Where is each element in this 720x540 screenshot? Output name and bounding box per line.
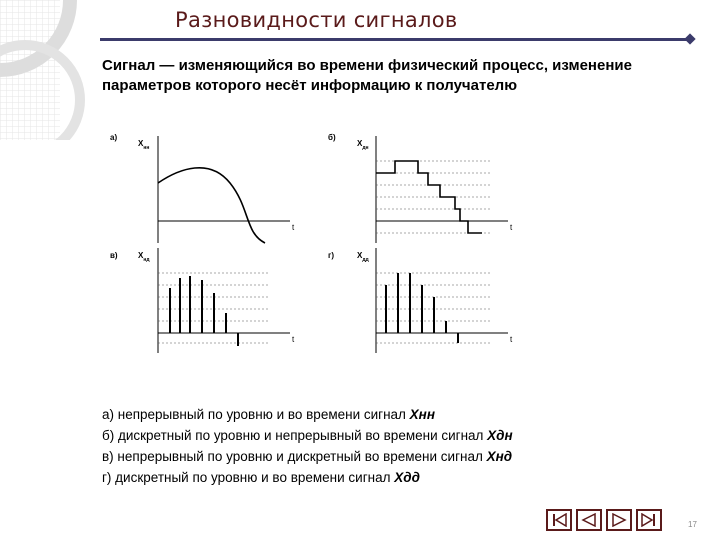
plot-d-letter: г) bbox=[328, 251, 334, 260]
caption-a: а) непрерывный по уровню и во времени сигнал Хнн bbox=[102, 407, 435, 422]
plot-b-letter: б) bbox=[328, 133, 336, 142]
plot-b-t: t bbox=[510, 223, 513, 232]
signal-captions bbox=[102, 404, 682, 488]
caption-c: в) непрерывный по уровню и дискретный во времени сигнал Хнд bbox=[102, 449, 513, 464]
plot-a-axis-label: $X_{нн}$ bbox=[138, 139, 150, 151]
caption-b: б) дискретный по уровню и непрерывный во времени сигнал Хдн bbox=[102, 428, 513, 443]
plot-c-t: t bbox=[292, 335, 295, 344]
prev-icon bbox=[580, 513, 598, 527]
signal-definition: Сигнал — изменяющийся во времени физический процесс, изменение параметров которого несёт информацию к получателю bbox=[102, 57, 632, 94]
plot-c-letter: в) bbox=[110, 251, 118, 260]
first-icon bbox=[550, 513, 568, 527]
plot-d-t: t bbox=[510, 335, 513, 344]
plot-d-axis-label: $X_{дд}$ bbox=[357, 251, 369, 263]
plot-c-axis-label: $X_{нд}$ bbox=[138, 251, 150, 263]
last-slide-button[interactable] bbox=[636, 509, 662, 531]
signal-plots bbox=[110, 128, 530, 358]
plot-c-samples bbox=[170, 276, 238, 346]
next-slide-button[interactable] bbox=[606, 509, 632, 531]
prev-slide-button[interactable] bbox=[576, 509, 602, 531]
last-icon bbox=[640, 513, 658, 527]
plot-a-letter: а) bbox=[110, 133, 118, 142]
first-slide-button[interactable] bbox=[546, 509, 572, 531]
plot-a-t: t bbox=[292, 223, 295, 232]
slide-navigation bbox=[546, 509, 662, 531]
next-icon bbox=[610, 513, 628, 527]
title-underline bbox=[100, 38, 690, 41]
slide-title: Разновидности сигналов bbox=[175, 8, 458, 32]
caption-d: г) дискретный по уровню и во времени сигнал Хдд bbox=[102, 470, 420, 485]
page-number: 17 bbox=[688, 520, 697, 529]
plot-b-axis-label: $X_{дн}$ bbox=[357, 139, 369, 151]
plot-a-curve bbox=[158, 168, 265, 243]
